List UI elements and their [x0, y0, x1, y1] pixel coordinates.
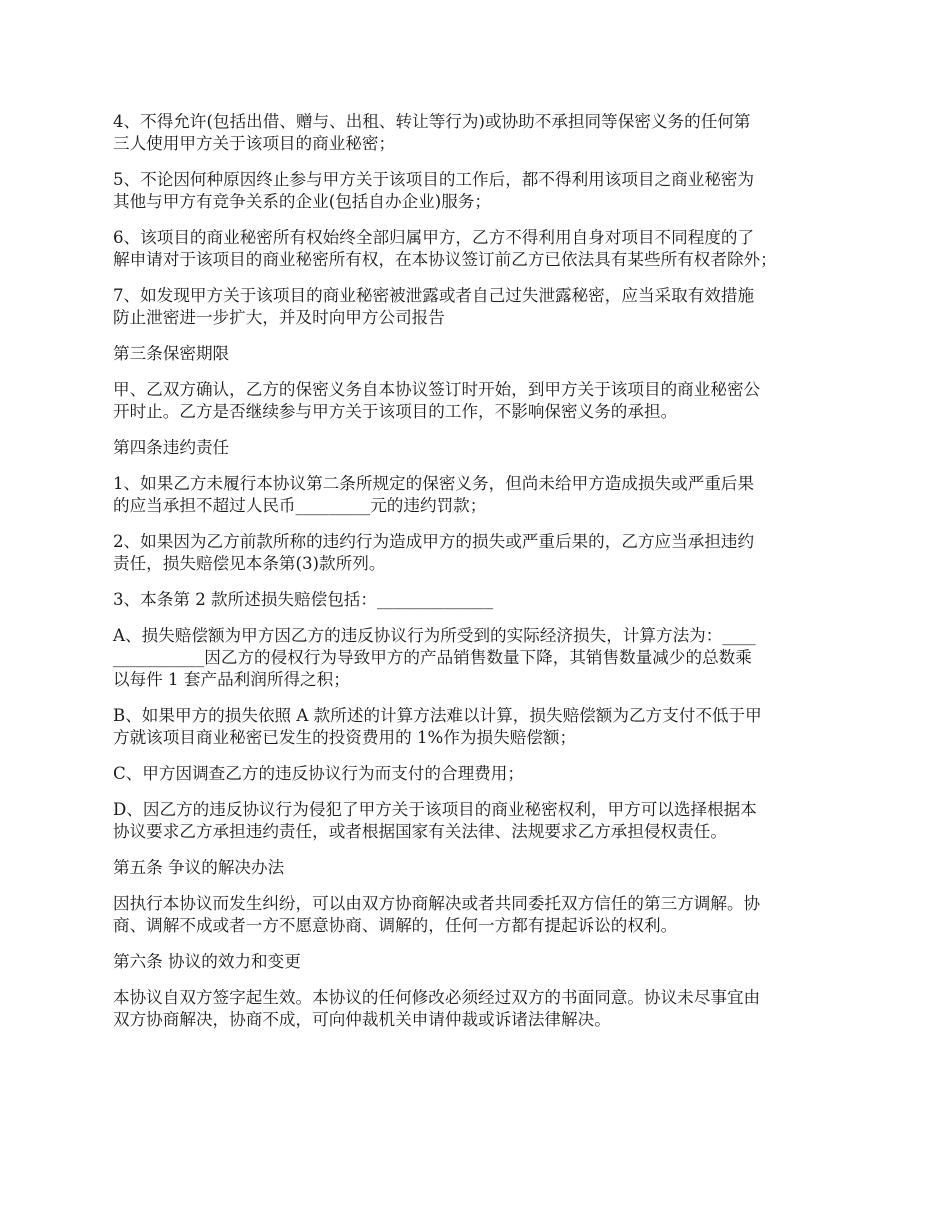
paragraph — [113, 857, 843, 879]
paragraph — [113, 763, 843, 785]
paragraph-line: 责任，损失赔偿见本条第(3)款所列。 — [113, 554, 386, 573]
paragraph-line: 第六条 协议的效力和变更 — [113, 952, 301, 971]
paragraph-line: 7、如发现甲方关于该项目的商业秘密被泄露或者自己过失泄露秘密，应当采取有效措施 — [113, 286, 755, 305]
paragraph-line: B、如果甲方的损失依照 A 款所述的计算方法难以计算，损失赔偿额为乙方支付不低于甲 — [113, 706, 762, 725]
paragraph-line: 甲、乙双方确认，乙方的保密义务自本协议签订时开始，到甲方关于该项目的商业秘密公 — [113, 380, 761, 399]
paragraph-line: 防止泄密进一步扩大，并及时向甲方公司报告 — [113, 308, 445, 327]
paragraph-line: 2、如果因为乙方前款所称的违约行为造成甲方的损失或严重后果的，乙方应当承担违约 — [113, 532, 755, 551]
paragraph — [113, 343, 843, 365]
paragraph — [113, 987, 843, 1031]
paragraph-line: 开时止。乙方是否继续参与甲方关于该项目的工作，不影响保密义务的承担。 — [113, 402, 678, 421]
paragraph-line: 三人使用甲方关于该项目的商业秘密； — [113, 134, 396, 153]
paragraph — [113, 473, 843, 517]
paragraph-line: ___________因乙方的侵权行为导致甲方的产品销售数量下降，其销售数量减少的总数乘 — [113, 648, 752, 667]
paragraph-line: 第四条违约责任 — [113, 438, 230, 457]
paragraph-line: 双方协商解决，协商不成，可向仲裁机关申请仲裁或诉诸法律解决。 — [113, 1010, 611, 1029]
paragraph — [113, 227, 843, 271]
paragraph-line: 协议要求乙方承担违约责任，或者根据国家有关法律、法规要求乙方承担侵权责任。 — [113, 822, 727, 841]
paragraph-line: 商、调解不成或者一方不愿意协商、调解的，任何一方都有提起诉讼的权利。 — [113, 916, 678, 935]
paragraph — [113, 437, 843, 459]
paragraph-line: 3、本条第 2 款所述损失赔偿包括：______________ — [113, 590, 494, 609]
paragraph — [113, 531, 843, 575]
paragraph-line: 1、如果乙方未履行本协议第二条所规定的保密义务，但尚未给甲方造成损失或严重后果 — [113, 474, 755, 493]
paragraph — [113, 589, 843, 611]
paragraph-line: 其他与甲方有竞争关系的企业(包括自办企业)服务； — [113, 192, 492, 211]
paragraph-line: 第五条 争议的解决办法 — [113, 858, 285, 877]
paragraph-line: A、损失赔偿额为甲方因乙方的违反协议行为所受到的实际经济损失，计算方法为：____ — [113, 626, 756, 645]
paragraph-line: 以每件 1 套产品利润所得之积； — [113, 670, 350, 689]
paragraph-line: 方就该项目商业秘密已发生的投资费用的 1%作为损失赔偿额； — [113, 728, 577, 747]
paragraph-line: C、甲方因调查乙方的违反协议行为而支付的合理费用； — [113, 764, 524, 783]
paragraph-line: 6、该项目的商业秘密所有权始终全部归属甲方，乙方不得利用自身对项目不同程度的了 — [113, 228, 755, 247]
document-page — [113, 111, 843, 1045]
paragraph — [113, 799, 843, 843]
paragraph-line: 第三条保密期限 — [113, 344, 230, 363]
paragraph — [113, 705, 843, 749]
paragraph-line: 的应当承担不超过人民币_________元的违约罚款； — [113, 496, 487, 515]
paragraph-line: 因执行本协议而发生纠纷，可以由双方协商解决或者共同委托双方信任的第三方调解。协 — [113, 894, 761, 913]
paragraph — [113, 169, 843, 213]
paragraph — [113, 111, 843, 155]
paragraph-line: 5、不论因何种原因终止参与甲方关于该项目的工作后，都不得利用该项目之商业秘密为 — [113, 170, 755, 189]
paragraph-line: 4、不得允许(包括出借、赠与、出租、转让等行为)或协助不承担同等保密义务的任何第 — [113, 112, 751, 131]
paragraph — [113, 379, 843, 423]
paragraph — [113, 285, 843, 329]
paragraph — [113, 951, 843, 973]
paragraph-line: 解申请对于该项目的商业秘密所有权，在本协议签订前乙方已依法具有某些所有权者除外； — [113, 250, 777, 269]
paragraph-line: D、因乙方的违反协议行为侵犯了甲方关于该项目的商业秘密权利，甲方可以选择根据本 — [113, 800, 757, 819]
paragraph — [113, 625, 843, 691]
paragraph-line: 本协议自双方签字起生效。本协议的任何修改必须经过双方的书面同意。协议未尽事宜由 — [113, 988, 761, 1007]
paragraph — [113, 893, 843, 937]
